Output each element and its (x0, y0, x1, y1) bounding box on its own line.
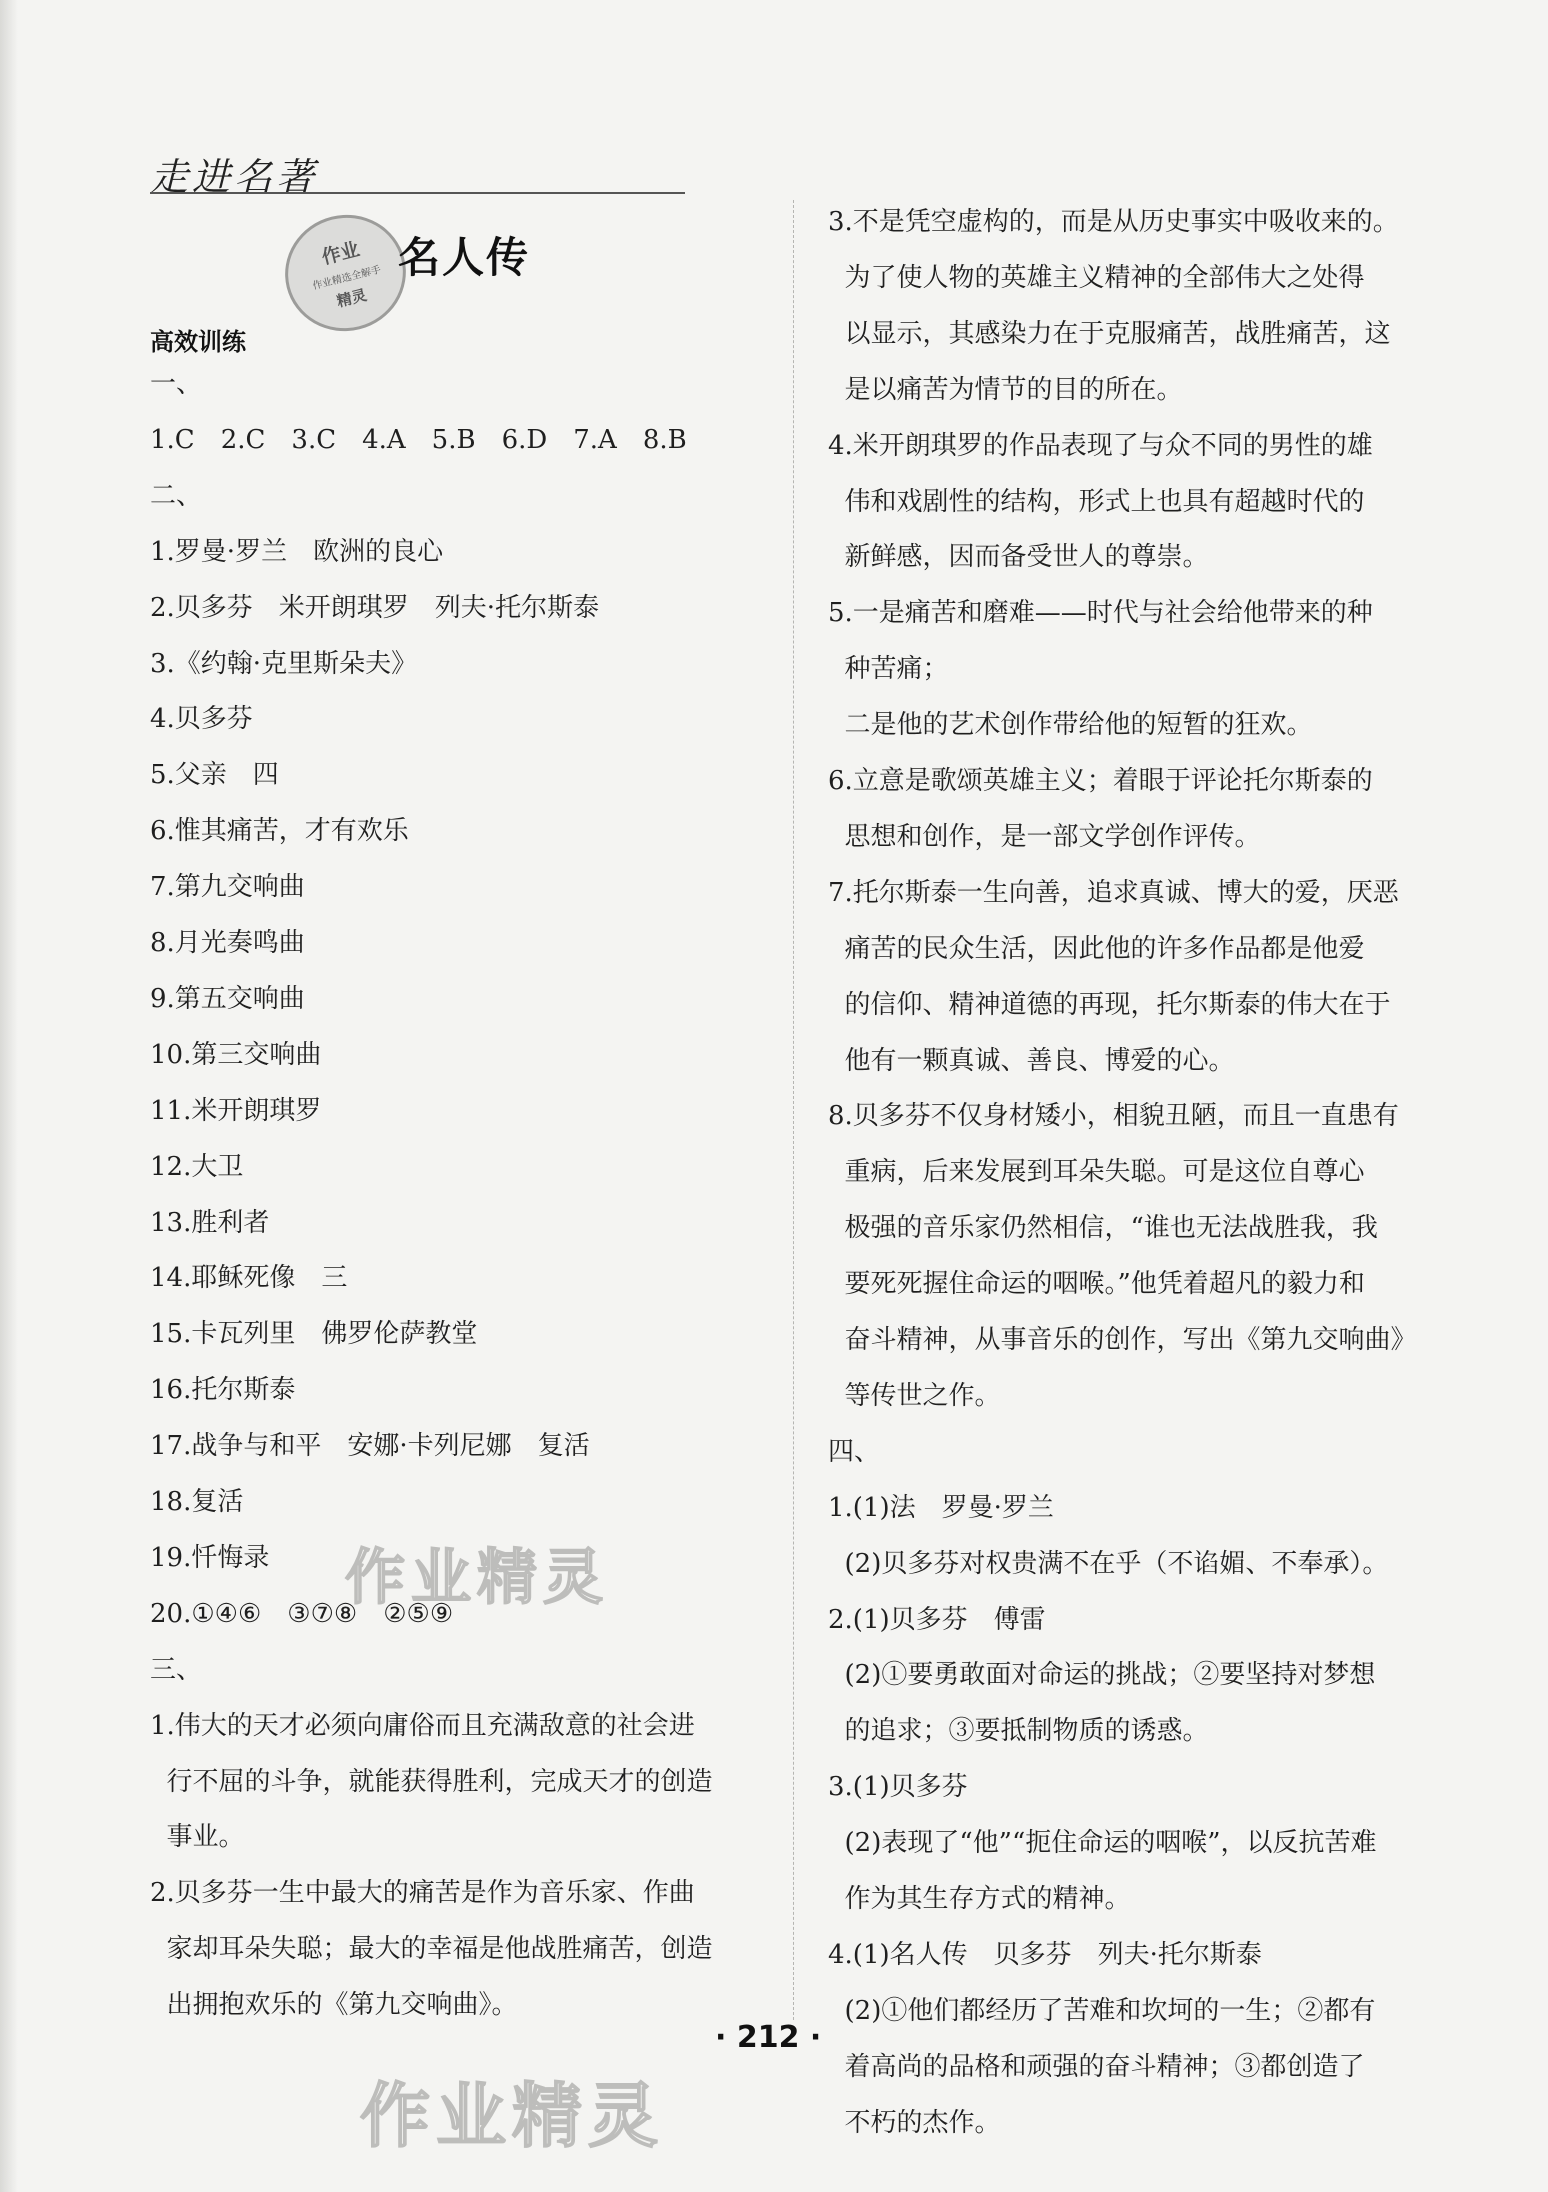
right-column-line: 4.(1)名人传 贝多芬 列夫·托尔斯泰 (828, 1939, 1262, 1970)
right-column-line: 种苦痛； (828, 654, 949, 685)
left-column-line: 18.复活 (150, 1487, 244, 1517)
right-column-line: 6.立意是歌颂英雄主义；着眼于评论托尔斯泰的 (828, 766, 1373, 796)
right-column-line: 是以痛苦为情节的目的所在。 (828, 374, 1183, 405)
left-column-line: 6.惟其痛苦，才有欢乐 (150, 816, 409, 847)
left-column-line: 1.C 2.C 3.C 4.A 5.B 6.D 7.A 8.B (150, 424, 687, 455)
right-column-line: 以显示，其感染力在于克服痛苦，战胜痛苦，这 (828, 318, 1391, 349)
stamp-bottom-text: 精灵 (334, 285, 369, 311)
right-column-line: 奋斗精神，从事音乐的创作，写出《第九交响曲》 (828, 1325, 1417, 1355)
left-column-line: 4.贝多芬 (150, 704, 253, 735)
right-column-line: 重病，后来发展到耳朵失聪。可是这位自尊心 (828, 1157, 1365, 1188)
right-column-line: 7.托尔斯泰一生向善，追求真诚、博大的爱，厌恶 (828, 877, 1399, 908)
watermark-stamp (273, 202, 418, 344)
right-column-line: 思想和创作，是一部文学创作评传。 (828, 821, 1261, 852)
right-column-line: 为了使人物的英雄主义精神的全部伟大之处得 (828, 262, 1365, 293)
right-column-line: 着高尚的品格和顽强的奋斗精神；③都创造了 (828, 2051, 1365, 2082)
watermark-text-middle: 作业精灵 (345, 1543, 609, 1613)
column-divider (793, 200, 794, 2020)
right-column-line: 的信仰、精神道德的再现，托尔斯泰的伟大在于 (828, 989, 1391, 1020)
left-column-line: 15.卡瓦列里 佛罗伦萨教堂 (150, 1319, 478, 1350)
left-column-line: 14.耶稣死像 三 (150, 1263, 348, 1294)
right-column-line: (2)表现了“他”“扼住命运的咽喉”，以反抗苦难 (828, 1828, 1377, 1859)
left-column-line: 事业。 (150, 1822, 245, 1853)
binding-shadow (0, 0, 18, 2192)
section-title: 名人传 (398, 233, 531, 282)
left-column-line: 11.米开朗琪罗 (150, 1095, 322, 1126)
left-column-line: 5.父亲 四 (150, 760, 279, 791)
watermark-text-bottom: 作业精灵 (360, 2075, 664, 2157)
right-column-line: 四、 (828, 1436, 881, 1467)
left-column-line: 三、 (150, 1654, 203, 1685)
left-column-line: 2.贝多芬一生中最大的痛苦是作为音乐家、作曲 (150, 1878, 695, 1909)
right-column-line: 极强的音乐家仍然相信，“谁也无法战胜我，我 (828, 1213, 1378, 1244)
left-column-line: 10.第三交响曲 (150, 1039, 322, 1070)
left-column-line: 2.贝多芬 米开朗琪罗 列夫·托尔斯泰 (150, 592, 600, 623)
header-title: 走进名著 (150, 155, 319, 199)
stamp-middle-text: 作业精选全解手 (311, 264, 383, 292)
right-column-line: (2)贝多芬对权贵满不在乎（不谄媚、不奉承）。 (828, 1548, 1389, 1579)
right-column-line: 等传世之作。 (828, 1380, 1001, 1411)
right-column-line: 3.(1)贝多芬 (828, 1772, 968, 1803)
left-column-line: 13.胜利者 (150, 1207, 270, 1238)
left-column-line: 出拥抱欢乐的《第九交响曲》。 (150, 1990, 518, 2021)
left-column-line: 16.托尔斯泰 (150, 1375, 296, 1406)
left-column-line: 20.①④⑥ ③⑦⑧ ②⑤⑨ (150, 1598, 454, 1629)
right-column-line: 二是他的艺术创作带给他的短暂的狂欢。 (828, 710, 1313, 741)
left-column-line: 19.忏悔录 (150, 1542, 270, 1573)
right-column-line: 要死死握住命运的咽喉。”他凭着超凡的毅力和 (828, 1269, 1365, 1300)
right-column-line: 4.米开朗琪罗的作品表现了与众不同的男性的雄 (828, 430, 1373, 461)
left-column-line: 家却耳朵失聪；最大的幸福是他战胜痛苦，创造 (150, 1934, 713, 1965)
right-column-line: 不朽的杰作。 (828, 2107, 1001, 2138)
left-column-line: 12.大卫 (150, 1151, 244, 1182)
right-column-line: (2)①他们都经历了苦难和坎坷的一生；②都有 (828, 1995, 1376, 2026)
right-column-line: 1.(1)法 罗曼·罗兰 (828, 1492, 1054, 1523)
left-column-line: 行不屈的斗争，就能获得胜利，完成天才的创造 (150, 1766, 713, 1797)
right-column-line: 2.(1)贝多芬 傅雷 (828, 1604, 1046, 1635)
left-column-line: 二、 (150, 480, 203, 511)
left-column-line: 1.罗曼·罗兰 欧洲的良心 (150, 536, 444, 567)
right-column-line: 新鲜感，因而备受世人的尊崇。 (828, 542, 1209, 573)
right-column-line: 5.一是痛苦和磨难——时代与社会给他带来的种 (828, 598, 1373, 629)
right-column-line: 3.不是凭空虚构的，而是从历史事实中吸收来的。 (828, 207, 1399, 237)
right-column-line: 的追求；③要抵制物质的诱惑。 (828, 1716, 1209, 1747)
header-rule (150, 192, 685, 194)
left-column-line: 8.月光奏鸣曲 (150, 928, 305, 958)
page-number: · 212 · (715, 2020, 822, 2055)
left-column-line: 9.第五交响曲 (150, 983, 305, 1014)
left-column-line: 1.伟大的天才必须向庸俗而且充满敌意的社会进 (150, 1710, 695, 1741)
right-column-line: (2)①要勇敢面对命运的挑战；②要坚持对梦想 (828, 1660, 1376, 1691)
right-column-line: 8.贝多芬不仅身材矮小，相貌丑陋，而且一直患有 (828, 1101, 1399, 1132)
stamp-top-text: 作业 (319, 237, 362, 269)
left-column-line: 17.战争与和平 安娜·卡列尼娜 复活 (150, 1431, 590, 1462)
right-column-line: 痛苦的民众生活，因此他的许多作品都是他爱 (828, 933, 1365, 964)
left-column-line: 7.第九交响曲 (150, 872, 305, 903)
subheading: 高效训练 (150, 328, 246, 356)
right-column-line: 伟和戏剧性的结构，形式上也具有超越时代的 (828, 486, 1365, 517)
right-column-line: 作为其生存方式的精神。 (828, 1884, 1131, 1914)
left-column-line: 一、 (150, 369, 203, 399)
left-column-line: 3.《约翰·克里斯朵夫》 (150, 648, 418, 679)
right-column-line: 他有一颗真诚、善良、博爱的心。 (828, 1045, 1235, 1076)
